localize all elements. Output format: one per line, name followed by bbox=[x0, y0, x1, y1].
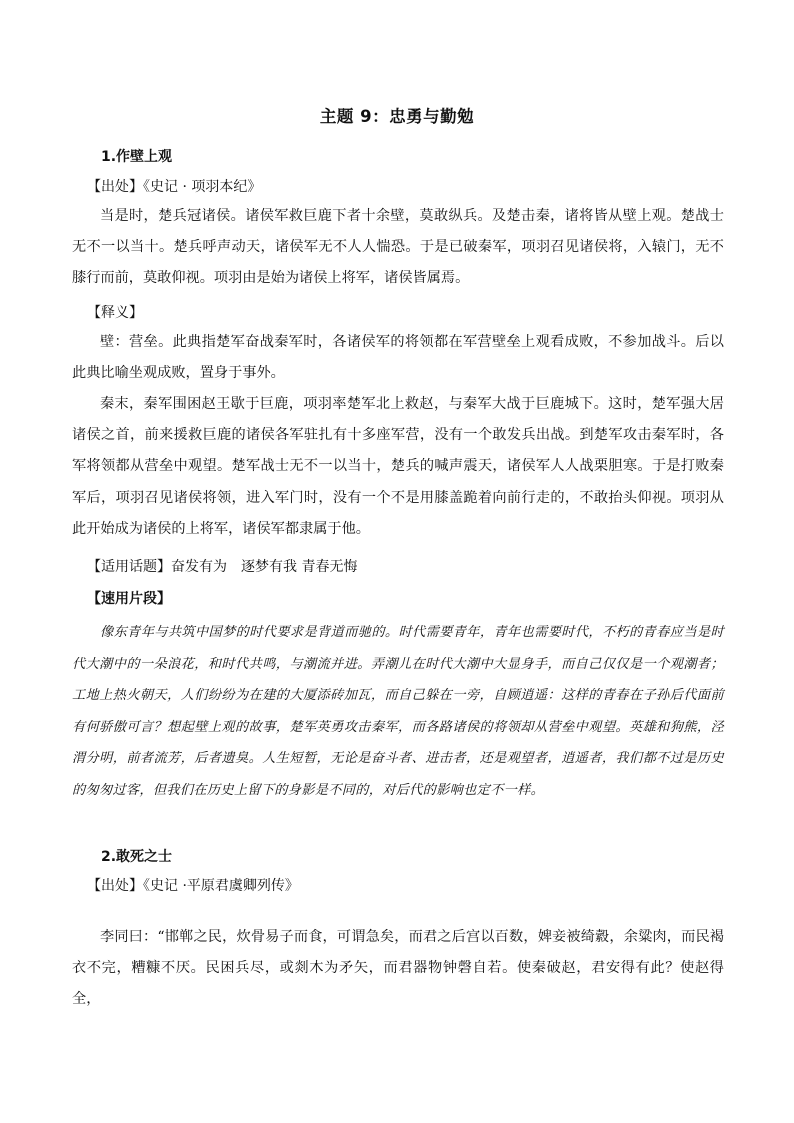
fragment-label: 【速用片段】 bbox=[87, 591, 171, 607]
meaning-paragraph: 秦末，秦军围困赵王歇于巨鹿，项羽率楚军北上救赵，与秦军大战于巨鹿城下。这时，楚军强大居诸侯之首，前来援救巨鹿的诸侯各军驻扎有十多座军营，没有一个敢发兵出战。到楚军攻击秦军时，各军将领都从营垒中观望。楚军战士无不一以当十，楚兵的喊声震天，诸侯军人人战栗胆寒。于是打败秦军后，项羽召见诸侯将领，进入军门时，没有一个不是用膝盖跪着向前行走的，不敢抬头仰视。项羽从此开始成为诸侯的上将军，诸侯军都隶属于他。 bbox=[72, 396, 724, 537]
source-label: 【出处】 bbox=[87, 179, 143, 195]
section-heading: 2.敢死之士 bbox=[101, 849, 173, 865]
source-paragraph: 当是时，楚兵冠诸侯。诸侯军救巨鹿下者十余壁，莫敢纵兵。及楚击秦，诸将皆从壁上观。楚战士无不一以当十。楚兵呼声动天，诸侯军无不人人惴恐。于是已破秦军，项羽召见诸侯将，入辕门，无不膝行而前，莫敢仰视。项羽由是始为诸侯上将军，诸侯皆属焉。 bbox=[72, 208, 724, 287]
source-paragraph: 李同曰：“邯郸之民，炊骨易子而食，可谓急矣，而君之后宫以百数，婢妾被绮縠，余粱肉，而民褐衣不完，糟糠不厌。民困兵尽，或剡木为矛矢，而君器物钟磬自若。使秦破赵，君安得有此？使赵得全， bbox=[72, 929, 724, 1008]
meaning-paragraph: 壁：营垒。此典指楚军奋战秦军时，各诸侯军的将领都在军营壁垒上观看成败，不参加战斗。后以此典比喻坐观成败，置身于事外。 bbox=[72, 334, 724, 382]
topic-label: 【适用话题】 bbox=[87, 559, 171, 575]
source-line bbox=[87, 875, 299, 895]
source-text: 《史记 ·平原君虞卿列传》 bbox=[143, 878, 299, 894]
source-label: 【出处】 bbox=[87, 878, 143, 894]
source-line bbox=[87, 176, 261, 196]
source-text: 《史记 · 项羽本纪》 bbox=[143, 179, 262, 195]
page-title: 主题 9：忠勇与勤勉 bbox=[319, 107, 475, 126]
topic-text: 奋发有为 逐梦有我 青春无悔 bbox=[171, 559, 358, 575]
section-heading: 1.作壁上观 bbox=[101, 149, 173, 165]
meaning-label: 【释义】 bbox=[87, 305, 143, 321]
fragment-paragraph: 像东青年与共筑中国梦的时代要求是背道而驰的。时代需要青年，青年也需要时代，不朽的青春应当是时代大潮中的一朵浪花，和时代共鸣，与潮流并进。弄潮儿在时代大潮中大显身手，而自己仅仅是一个观潮者；工地上热火朝天，人们纷纷为在建的大厦添砖加瓦，而自己躲在一旁，自顾逍遥：这样的青春在子孙后代面前有何骄傲可言？想起壁上观的故事，楚军英勇攻击秦军，而各路诸侯的将领却从营垒中观望。英雄和狗熊，泾渭分明，前者流芳，后者遗臭。人生短暂，无论是奋斗者、进击者，还是观望者，逍遥者，我们都不过是历史的匆匆过客，但我们在历史上留下的身影是不同的，对后代的影响也定不一样。 bbox=[72, 625, 724, 798]
topic-line bbox=[87, 556, 357, 576]
